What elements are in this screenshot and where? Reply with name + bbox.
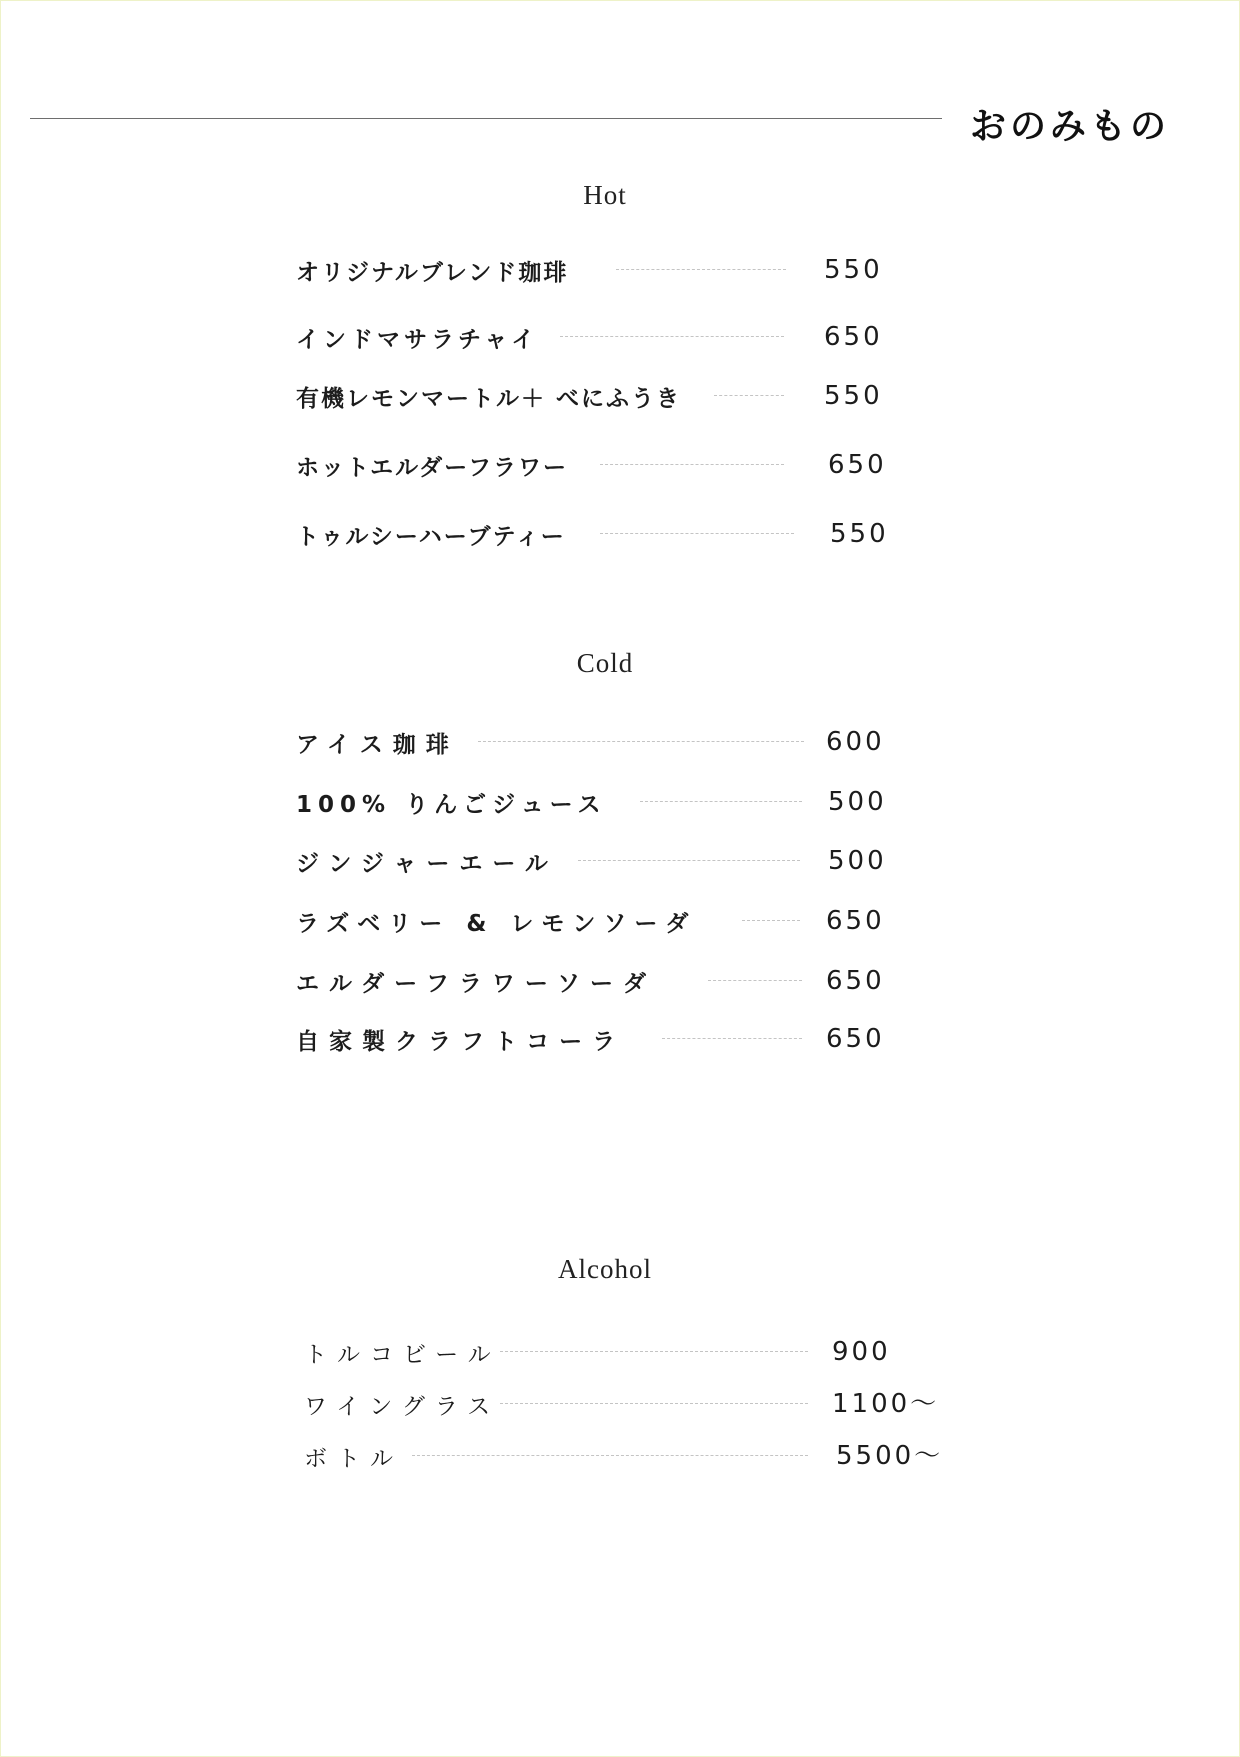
section-heading-hot: Hot	[583, 180, 627, 210]
dotted-leader	[600, 464, 784, 465]
menu-item-name: エルダーフラワーソーダ	[296, 970, 657, 997]
section-heading-alcohol: Alcohol	[558, 1254, 652, 1284]
menu-item	[296, 378, 896, 414]
menu-item-name: 自家製クラフトコーラ	[296, 1028, 626, 1055]
menu-item-price: 500	[828, 787, 887, 817]
title-divider	[30, 118, 942, 119]
dotted-leader	[708, 980, 802, 981]
menu-item-name: オリジナルブレンド珈琲	[296, 259, 569, 286]
menu-item-name: アイス珈琲	[296, 731, 459, 758]
menu-item	[304, 1386, 944, 1422]
menu-item	[296, 319, 896, 355]
section-heading-cold: Cold	[576, 648, 634, 678]
menu-item	[296, 903, 896, 939]
menu-item-name: ボトル	[304, 1445, 403, 1472]
dotted-leader	[714, 395, 784, 396]
menu-item-price: 5500〜	[836, 1441, 944, 1471]
menu-item	[296, 1021, 896, 1057]
menu-item	[296, 843, 896, 879]
menu-item	[296, 252, 896, 288]
menu-item-name: ジンジャーエール	[296, 850, 558, 877]
dotted-leader	[578, 860, 800, 861]
menu-item	[296, 963, 896, 999]
menu-item-price: 550	[824, 381, 883, 411]
dotted-leader	[600, 533, 794, 534]
menu-item	[296, 784, 896, 820]
dotted-leader	[616, 269, 786, 270]
menu-item-name: 有機レモンマートル＋ べにふうき	[296, 385, 682, 412]
menu-item-name: ラズベリー & レモンソーダ	[296, 910, 697, 937]
menu-item-price: 650	[824, 322, 883, 352]
dotted-leader	[662, 1038, 802, 1039]
menu-item-price: 900	[832, 1337, 891, 1367]
menu-item	[296, 447, 896, 483]
menu-item-price: 650	[828, 450, 887, 480]
dotted-leader	[500, 1351, 808, 1352]
dotted-leader	[560, 336, 784, 337]
menu-item	[296, 516, 896, 552]
page-title: おのみもの	[970, 105, 1171, 147]
menu-item-price: 500	[828, 846, 887, 876]
menu-item-price: 650	[826, 966, 885, 996]
menu-item-price: 1100〜	[832, 1389, 940, 1419]
menu-item-price: 650	[826, 906, 885, 936]
menu-item-name: 100% りんごジュース	[296, 791, 607, 818]
menu-item-name: トゥルシーハーブティー	[296, 523, 566, 550]
menu-item	[304, 1334, 944, 1370]
dotted-leader	[640, 801, 802, 802]
menu-item-price: 550	[824, 255, 883, 285]
menu-item	[304, 1438, 944, 1474]
menu-item-name: インドマサラチャイ	[296, 326, 539, 353]
menu-item-name: ホットエルダーフラワー	[296, 454, 569, 481]
menu-item-name: トルコビール	[304, 1341, 501, 1368]
menu-item-price: 550	[830, 519, 889, 549]
menu-item	[296, 724, 896, 760]
dotted-leader	[742, 920, 800, 921]
dotted-leader	[412, 1455, 808, 1456]
dotted-leader	[478, 741, 804, 742]
menu-item-price: 650	[826, 1024, 885, 1054]
menu-item-price: 600	[826, 727, 885, 757]
menu-item-name: ワイングラス	[304, 1393, 501, 1420]
dotted-leader	[500, 1403, 808, 1404]
